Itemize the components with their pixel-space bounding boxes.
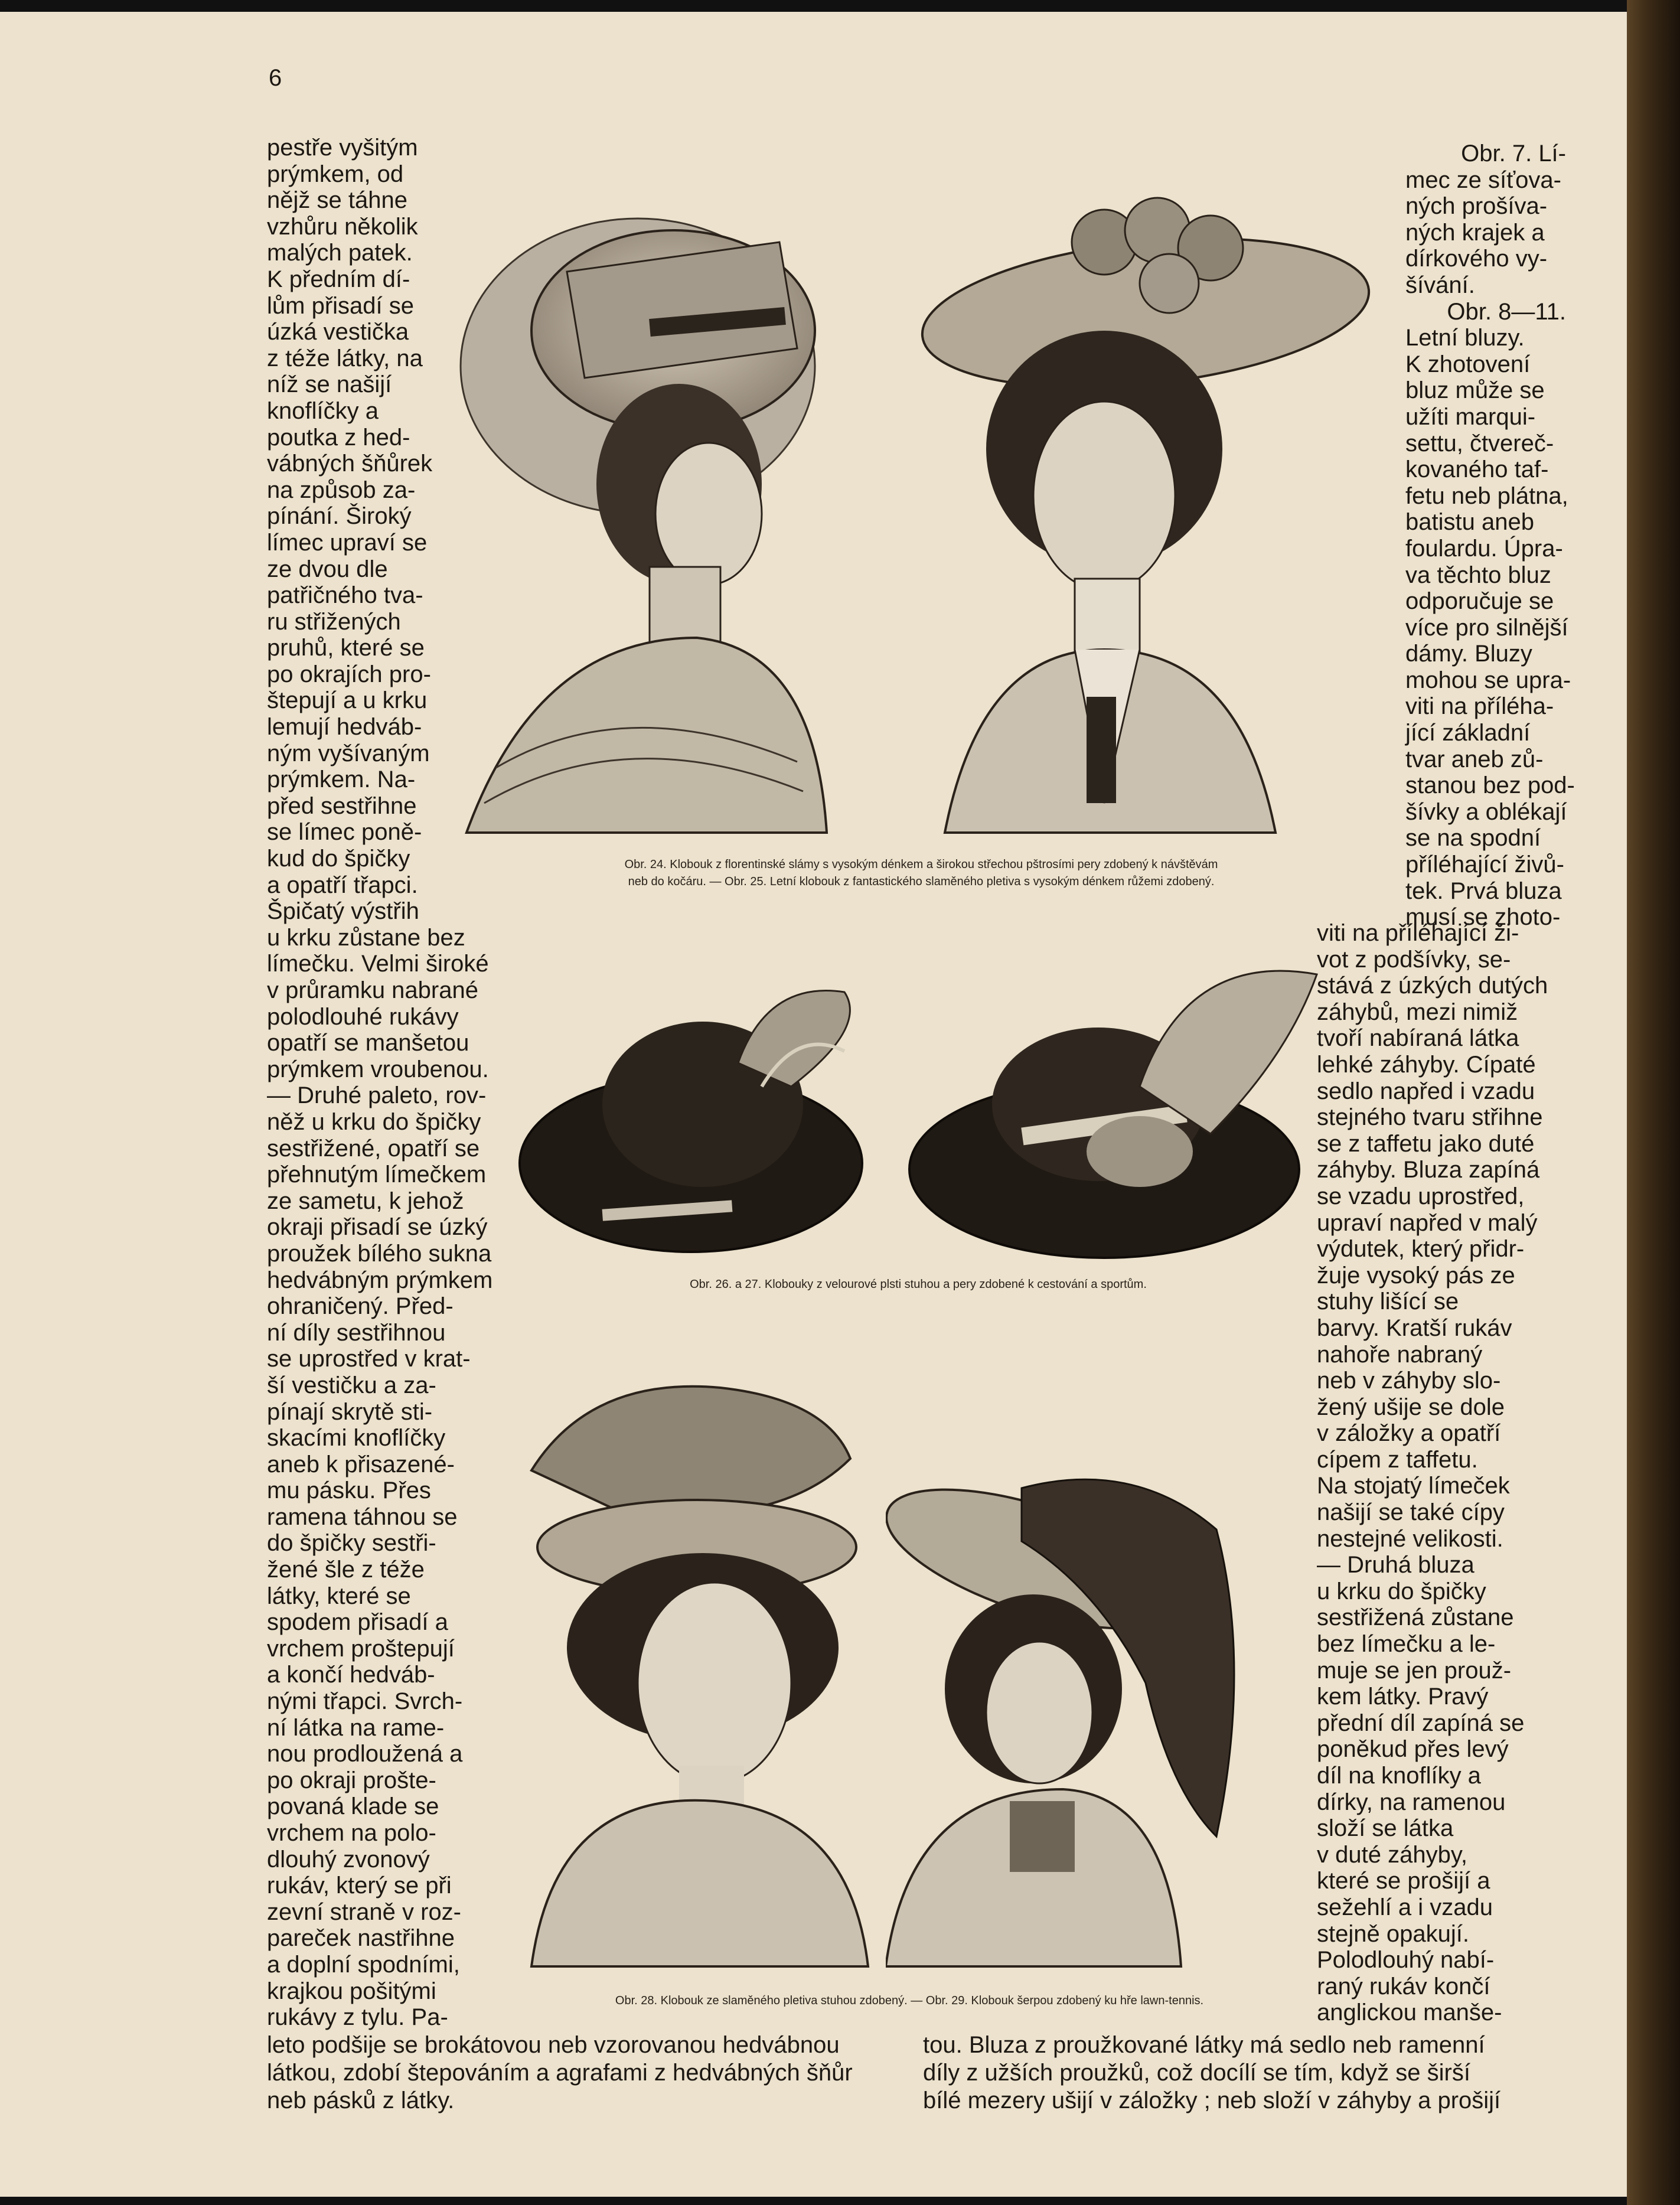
text-line: díl na knoflíky a bbox=[1317, 1763, 1481, 1789]
text-line: ramena táhnou se bbox=[267, 1503, 458, 1530]
text-line: Letní bluzy. bbox=[1405, 325, 1525, 351]
text-line: látky, které se bbox=[267, 1583, 411, 1609]
text-line: našijí se také cípy bbox=[1317, 1499, 1505, 1526]
text-line: upraví napřed v malý bbox=[1317, 1209, 1538, 1236]
text-line: vrchem na polo- bbox=[267, 1820, 436, 1846]
text-line: dírky, na ramenou bbox=[1317, 1789, 1506, 1815]
text-line: se vzadu uprostřed, bbox=[1317, 1183, 1525, 1209]
text-line: stává z úzkých dutých bbox=[1317, 973, 1548, 999]
text-line: a doplní spodními, bbox=[267, 1951, 460, 1978]
text-line: ní díly sestřihnou bbox=[267, 1319, 446, 1346]
text-line: batistu aneb bbox=[1405, 509, 1534, 536]
text-line: viti na příléha- bbox=[1405, 693, 1554, 720]
text-line: mohou se upra- bbox=[1405, 667, 1571, 693]
text-line: krajkou pošitými bbox=[267, 1978, 436, 2004]
text-line: tek. Prvá bluza bbox=[1405, 878, 1562, 904]
text-line: žený ušije se dole bbox=[1317, 1394, 1505, 1420]
text-line: K předním dí- bbox=[267, 266, 410, 292]
text-line: pruhů, které se bbox=[267, 635, 425, 661]
text-line: stuhy lišící se bbox=[1317, 1289, 1459, 1315]
text-line: prýmkem. Na- bbox=[267, 766, 416, 793]
text-line: šívky a oblékají bbox=[1405, 798, 1567, 825]
text-line: kem látky. Pravý bbox=[1317, 1684, 1489, 1710]
text-line: ru střižených bbox=[267, 608, 401, 635]
text-line: vábných šňůrek bbox=[267, 451, 433, 477]
text-line: proužek bílého sukna bbox=[267, 1240, 492, 1267]
text-line: lemují hedváb- bbox=[267, 714, 422, 741]
text-line: šívání. bbox=[1405, 272, 1475, 298]
text-line: se z taffetu jako duté bbox=[1317, 1130, 1535, 1157]
text-line: vot z podšívky, se- bbox=[1317, 946, 1511, 973]
text-line: více pro silnější bbox=[1405, 614, 1568, 641]
text-line: vzhůru několik bbox=[267, 213, 418, 240]
text-line: knoflíčky a bbox=[267, 397, 379, 424]
text-line: cípem z taffetu. bbox=[1317, 1446, 1478, 1473]
text-line: límečku. Velmi široké bbox=[267, 951, 489, 977]
figure-24-illustration bbox=[449, 154, 968, 850]
left-text-column bbox=[267, 135, 493, 2031]
text-line: sestřižené, opatří se bbox=[267, 1135, 480, 1162]
text-line: anglickou manše- bbox=[1317, 1999, 1502, 2026]
text-line: povaná klade se bbox=[267, 1793, 439, 1820]
text-line: opatří se manšetou bbox=[267, 1030, 469, 1056]
caption-fig-26-27: Obr. 26. a 27. Klobouky z velourové plsti stuhou a pery zdobené k cestování a sportům. bbox=[690, 1278, 1147, 1291]
text-line: žuje vysoký pás ze bbox=[1317, 1262, 1515, 1289]
text-line: hedvábným prýmkem bbox=[267, 1267, 493, 1293]
text-line: settu, čtvereč- bbox=[1405, 430, 1554, 456]
text-line: něž u krku do špičky bbox=[267, 1108, 481, 1135]
figure-27-illustration bbox=[903, 939, 1329, 1270]
text-line: polodlouhé rukávy bbox=[267, 1003, 459, 1030]
text-line: Obr. 8—11. bbox=[1447, 298, 1566, 325]
text-line: Na stojatý límeček bbox=[1317, 1473, 1510, 1499]
text-line: štepují a u krku bbox=[267, 687, 428, 714]
text-line: bluz může se bbox=[1405, 377, 1545, 404]
text-line: a opatří třapci. bbox=[267, 872, 418, 898]
right-text-column-top bbox=[1405, 141, 1575, 931]
text-line: v záložky a opatří bbox=[1317, 1420, 1501, 1447]
text-line: po okraji prošte- bbox=[267, 1767, 436, 1793]
text-line: nahoře nabraný bbox=[1317, 1341, 1483, 1368]
text-line: prýmkem vroubenou. bbox=[267, 1056, 489, 1082]
text-line: příléhající živů- bbox=[1405, 852, 1564, 878]
text-line: z téže látky, na bbox=[267, 345, 423, 371]
bottom-left-line-1: leto podšije se brokátovou neb vzorovanou hedvábnou bbox=[267, 2032, 840, 2058]
text-line: spodem přisadí a bbox=[267, 1609, 448, 1636]
text-line: fetu neb plátna, bbox=[1405, 482, 1568, 509]
page-number: 6 bbox=[269, 65, 282, 91]
text-line: u krku zůstane bez bbox=[267, 924, 465, 951]
text-line: záhybů, mezi nimiž bbox=[1317, 999, 1518, 1025]
book-spine-edge bbox=[1627, 0, 1680, 2205]
text-line: foulardu. Úpra- bbox=[1405, 535, 1563, 562]
text-line: barvy. Kratší rukáv bbox=[1317, 1314, 1512, 1341]
text-line: ným vyšívaným bbox=[267, 740, 430, 766]
text-line: aneb k přisazené- bbox=[267, 1451, 455, 1477]
text-line: výdutek, který přidr- bbox=[1317, 1236, 1525, 1263]
text-line: — Druhá bluza bbox=[1317, 1552, 1475, 1578]
text-line: patřičného tva- bbox=[267, 582, 423, 609]
text-line: Polodlouhý nabí- bbox=[1317, 1947, 1495, 1974]
text-line: a končí hedváb- bbox=[267, 1662, 435, 1688]
text-line: dámy. Bluzy bbox=[1405, 641, 1532, 667]
text-line: se límec poně- bbox=[267, 819, 422, 846]
text-line: límec upraví se bbox=[267, 529, 428, 556]
text-line: kud do špičky bbox=[267, 846, 410, 872]
text-line: lům přisadí se bbox=[267, 292, 414, 319]
text-line: zevní straně v roz- bbox=[267, 1899, 462, 1925]
text-line: stejně opakují. bbox=[1317, 1920, 1469, 1947]
figure-28-illustration bbox=[520, 1352, 886, 1978]
caption-fig-24-25-line-1: Obr. 24. Klobouk z florentinské slámy s vysokým dénkem a širokou střechou pštrosími pery zdobený k návštěvám bbox=[624, 858, 1218, 871]
text-line: ných krajek a bbox=[1405, 219, 1545, 246]
text-line: sedlo napřed i vzadu bbox=[1317, 1078, 1535, 1104]
text-line: tvoří nabíraná látka bbox=[1317, 1025, 1519, 1052]
text-line: ze sametu, k jehož bbox=[267, 1188, 464, 1214]
caption-fig-24-25-line-2: neb do kočáru. — Obr. 25. Letní klobouk z fantastického slaměného pletiva s vysokým dénkem růžemi zdobený. bbox=[628, 875, 1215, 888]
bottom-right-line-3: bílé mezery ušijí v záložky ; neb složí v záhyby a prošijí bbox=[923, 2087, 1501, 2113]
bottom-right-line-2: díly z užších proužků, což docílí se tím, když se širší bbox=[923, 2060, 1470, 2086]
text-line: stanou bez pod- bbox=[1405, 772, 1575, 799]
text-line: bez límečku a le- bbox=[1317, 1631, 1496, 1658]
text-line: Obr. 7. Lí- bbox=[1461, 141, 1566, 167]
magazine-page bbox=[0, 12, 1627, 2197]
text-line: musí se zhoto- bbox=[1405, 904, 1561, 931]
text-line: u krku do špičky bbox=[1317, 1578, 1486, 1604]
text-line: vrchem proštepují bbox=[267, 1635, 455, 1662]
text-line: nějž se táhne bbox=[267, 187, 407, 214]
text-line: poutka z hed- bbox=[267, 424, 410, 451]
text-line: pínají skrytě sti- bbox=[267, 1398, 433, 1425]
text-line: nou prodloužená a bbox=[267, 1741, 463, 1767]
text-line: ohraničený. Před- bbox=[267, 1293, 454, 1320]
text-line: rukáv, který se při bbox=[267, 1873, 452, 1899]
bottom-right-line-1: tou. Bluza z proužkované látky má sedlo neb ramenní bbox=[923, 2032, 1485, 2058]
text-line: níž se našijí bbox=[267, 371, 392, 398]
text-line: — Druhé paleto, rov- bbox=[267, 1082, 487, 1109]
text-line: se na spodní bbox=[1405, 825, 1541, 852]
text-line: raný rukáv končí bbox=[1317, 1973, 1490, 1999]
figure-29-illustration bbox=[886, 1459, 1299, 1978]
text-line: pareček nastřihne bbox=[267, 1925, 455, 1952]
figure-25-illustration bbox=[909, 165, 1394, 839]
text-line: ných prošíva- bbox=[1405, 193, 1548, 220]
text-line: do špičky sestři- bbox=[267, 1530, 436, 1557]
text-line: sestřižená zůstane bbox=[1317, 1604, 1514, 1631]
text-line: ze dvou dle bbox=[267, 556, 388, 582]
text-line: ší vestičku a za- bbox=[267, 1372, 436, 1398]
text-line: po okrajích pro- bbox=[267, 661, 431, 687]
text-line: okraji přisadí se úzký bbox=[267, 1214, 488, 1241]
text-line: odporučuje se bbox=[1405, 588, 1554, 615]
text-line: Špičatý výstřih bbox=[267, 898, 419, 925]
text-line: tvar aneb zů- bbox=[1405, 746, 1544, 772]
text-line: dlouhý zvonový bbox=[267, 1846, 430, 1873]
text-line: nestejné velikosti. bbox=[1317, 1525, 1503, 1552]
text-line: mu pásku. Přes bbox=[267, 1477, 431, 1504]
text-line: malých patek. bbox=[267, 240, 413, 266]
text-line: lehké záhyby. Cípaté bbox=[1317, 1051, 1536, 1078]
text-line: va těchto bluz bbox=[1405, 562, 1551, 588]
text-line: pínání. Široký bbox=[267, 503, 412, 530]
text-line: žené šle z téže bbox=[267, 1557, 425, 1583]
text-line: nými třapci. Svrch- bbox=[267, 1688, 463, 1715]
right-text-column-bottom bbox=[1317, 920, 1565, 2026]
bottom-left-line-2: látkou, zdobí štepováním a agrafami z hedvábných šňůr bbox=[267, 2060, 853, 2086]
text-line: na způsob za- bbox=[267, 477, 416, 503]
caption-fig-28-29: Obr. 28. Klobouk ze slaměného pletiva stuhou zdobený. — Obr. 29. Klobouk šerpou zdobený ku hře lawn-tennis. bbox=[615, 1994, 1204, 2007]
text-line: viti na příléhající ži- bbox=[1317, 920, 1519, 946]
figure-26-illustration bbox=[514, 957, 898, 1264]
bottom-left-line-3: neb pásků z látky. bbox=[267, 2087, 455, 2113]
text-line: přehnutým límečkem bbox=[267, 1162, 487, 1188]
text-line: pestře vyšitým bbox=[267, 135, 418, 161]
text-line: užíti marqui- bbox=[1405, 403, 1536, 430]
text-line: poněkud přes levý bbox=[1317, 1736, 1509, 1763]
text-line: neb v záhyby slo- bbox=[1317, 1368, 1501, 1394]
text-line: rukávy z tylu. Pa- bbox=[267, 2004, 448, 2031]
text-line: záhyby. Bluza zapíná bbox=[1317, 1157, 1540, 1183]
text-line: ní látka na rame- bbox=[267, 1714, 445, 1741]
text-line: v duté záhyby, bbox=[1317, 1841, 1467, 1868]
text-line: které se prošijí a bbox=[1317, 1868, 1490, 1894]
text-line: K zhotovení bbox=[1405, 351, 1531, 377]
text-line: prýmkem, od bbox=[267, 161, 404, 187]
text-line: skacími knoflíčky bbox=[267, 1425, 446, 1451]
text-line: dírkového vy- bbox=[1405, 246, 1548, 272]
text-line: složí se látka bbox=[1317, 1815, 1454, 1842]
text-line: se uprostřed v krat- bbox=[267, 1346, 471, 1372]
text-line: jící základní bbox=[1405, 720, 1531, 746]
text-line: úzká vestička bbox=[267, 319, 409, 345]
text-line: před sestřihne bbox=[267, 792, 417, 819]
text-line: muje se jen prouž- bbox=[1317, 1657, 1512, 1684]
text-line: sežehlí a i vzadu bbox=[1317, 1894, 1493, 1920]
text-line: mec ze síťova- bbox=[1405, 167, 1561, 193]
text-line: přední díl zapíná se bbox=[1317, 1710, 1525, 1736]
text-line: kovaného taf- bbox=[1405, 456, 1549, 483]
text-line: v průramku nabrané bbox=[267, 977, 478, 1003]
text-line: stejného tvaru střihne bbox=[1317, 1104, 1543, 1131]
